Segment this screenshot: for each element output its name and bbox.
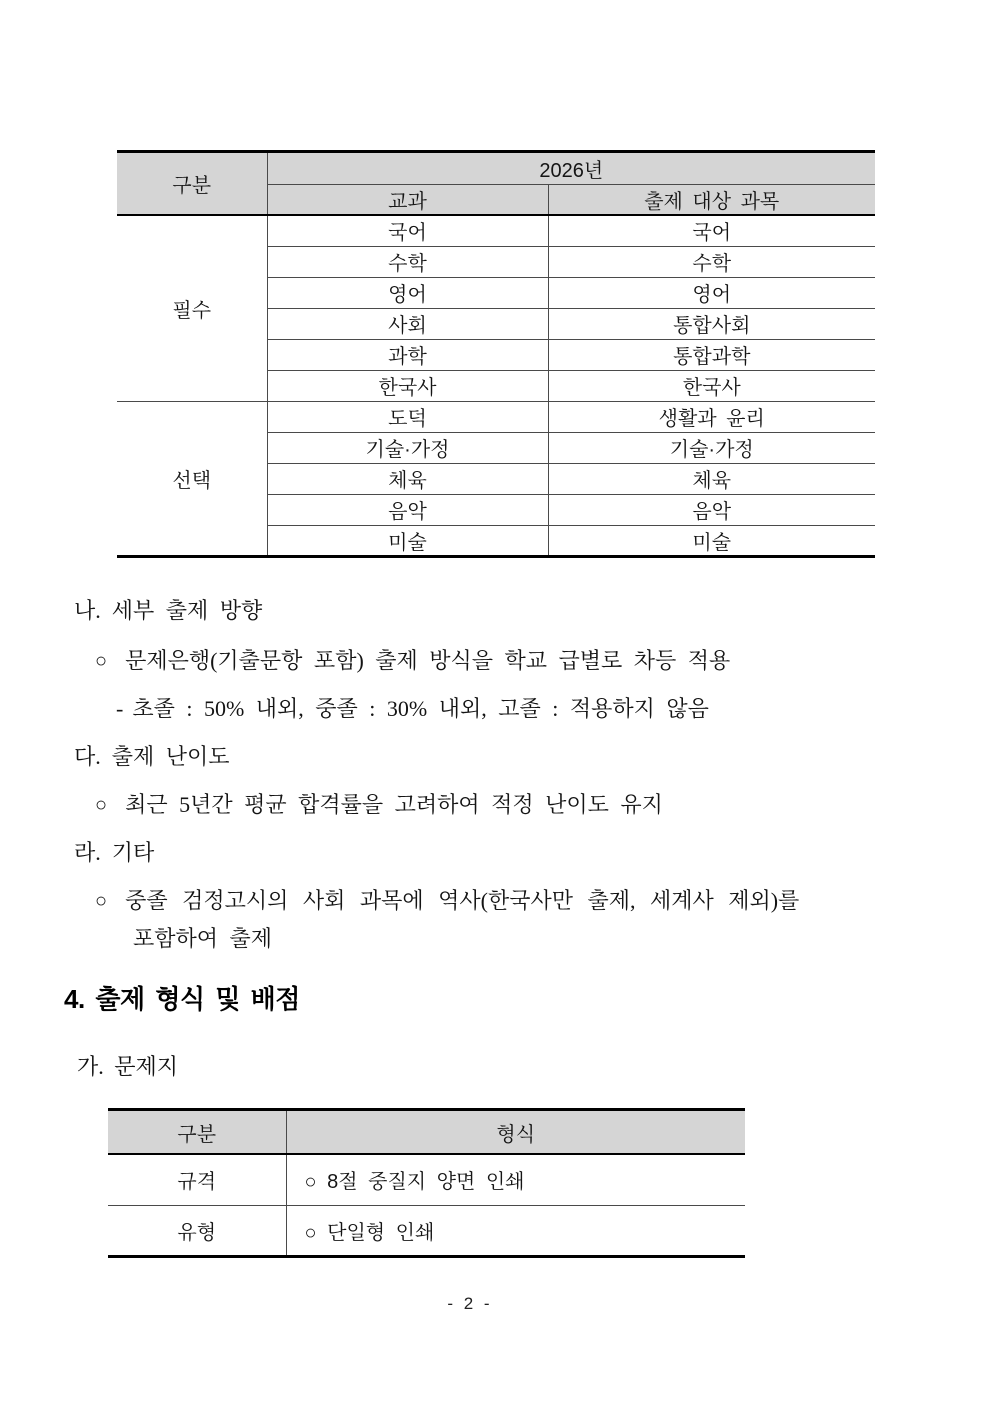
subject-cell: 기술·가정 bbox=[548, 432, 875, 463]
outline-heading-na bbox=[74, 594, 262, 625]
outline-heading-ra bbox=[74, 836, 154, 867]
outline-text: 포함하여 출제 bbox=[133, 926, 273, 951]
subject-cell: 통합과학 bbox=[548, 339, 875, 370]
outline-text: 기타 bbox=[111, 840, 155, 865]
page-number: - 2 - bbox=[447, 1294, 493, 1313]
outline-text: 출제 난이도 bbox=[111, 744, 230, 769]
format-col-header-category: 구분 bbox=[108, 1110, 286, 1155]
table-row bbox=[117, 401, 875, 432]
year-header: 2026년 bbox=[267, 152, 875, 185]
outline-bullet bbox=[95, 884, 799, 915]
format-row-value: ○ 단일형 인쇄 bbox=[286, 1205, 745, 1256]
outline-marker: 나. bbox=[74, 598, 101, 623]
subject-cell: 한국사 bbox=[267, 370, 548, 401]
subject-cell: 한국사 bbox=[548, 370, 875, 401]
outline-text: 문제은행(기출문항 포함) 출제 방식을 학교 급별로 차등 적용 bbox=[125, 648, 731, 673]
format-row-label: 유형 bbox=[108, 1205, 286, 1256]
subject-cell: 영어 bbox=[267, 277, 548, 308]
subject-cell: 도덕 bbox=[267, 401, 548, 432]
outline-bullet bbox=[95, 788, 663, 819]
table-row bbox=[108, 1154, 745, 1205]
subject-cell: 생활과 윤리 bbox=[548, 401, 875, 432]
outline-dash-item bbox=[116, 692, 709, 723]
subject-cell: 과학 bbox=[267, 339, 548, 370]
subject-cell: 국어 bbox=[548, 215, 875, 246]
outline-heading-da bbox=[74, 740, 230, 771]
outline-text: 중졸 검정고시의 사회 과목에 역사(한국사만 출제, 세계사 제외)를 bbox=[125, 888, 800, 913]
subject-cell: 미술 bbox=[267, 525, 548, 556]
target-col-header: 출제 대상 과목 bbox=[548, 185, 875, 216]
subject-table bbox=[117, 150, 875, 558]
table-row bbox=[117, 215, 875, 246]
subject-cell: 음악 bbox=[267, 494, 548, 525]
outline-marker: 라. bbox=[74, 840, 101, 865]
outline-bullet bbox=[95, 644, 730, 675]
subject-cell: 수학 bbox=[548, 246, 875, 277]
table-row bbox=[108, 1205, 745, 1256]
subject-cell: 통합사회 bbox=[548, 308, 875, 339]
subject-cell: 미술 bbox=[548, 525, 875, 556]
subject-cell: 기술·가정 bbox=[267, 432, 548, 463]
section-heading: 4. 출제 형식 및 배점 bbox=[64, 984, 300, 1014]
corner-header: 구분 bbox=[117, 152, 267, 216]
subject-cell: 음악 bbox=[548, 494, 875, 525]
outline-text: 세부 출제 방향 bbox=[111, 598, 263, 623]
outline-text: 최근 5년간 평균 합격률을 고려하여 적정 난이도 유지 bbox=[125, 792, 663, 817]
circle-bullet-icon: ○ bbox=[95, 650, 108, 672]
subject-cell: 국어 bbox=[267, 215, 548, 246]
outline-marker: 다. bbox=[74, 744, 101, 769]
subject-cell: 수학 bbox=[267, 246, 548, 277]
group-label-required: 필수 bbox=[117, 215, 267, 401]
subject-cell: 영어 bbox=[548, 277, 875, 308]
subject-cell: 사회 bbox=[267, 308, 548, 339]
format-row-value: ○ 8절 중질지 양면 인쇄 bbox=[286, 1154, 745, 1205]
circle-bullet-icon: ○ bbox=[95, 890, 108, 912]
sub-section-heading: 가. 문제지 bbox=[77, 1054, 179, 1079]
subject-cell: 체육 bbox=[267, 463, 548, 494]
outline-text: 초졸 : 50% 내외, 중졸 : 30% 내외, 고졸 : 적용하지 않음 bbox=[132, 696, 709, 721]
format-row-label: 규격 bbox=[108, 1154, 286, 1205]
group-label-elective: 선택 bbox=[117, 401, 267, 556]
subject-cell: 체육 bbox=[548, 463, 875, 494]
dash-bullet-icon: - bbox=[116, 696, 124, 721]
outline-bullet-continuation bbox=[133, 922, 272, 953]
circle-bullet-icon: ○ bbox=[95, 794, 108, 816]
format-table bbox=[108, 1108, 745, 1258]
format-col-header-format: 형식 bbox=[286, 1110, 745, 1155]
subject-col-header: 교과 bbox=[267, 185, 548, 216]
